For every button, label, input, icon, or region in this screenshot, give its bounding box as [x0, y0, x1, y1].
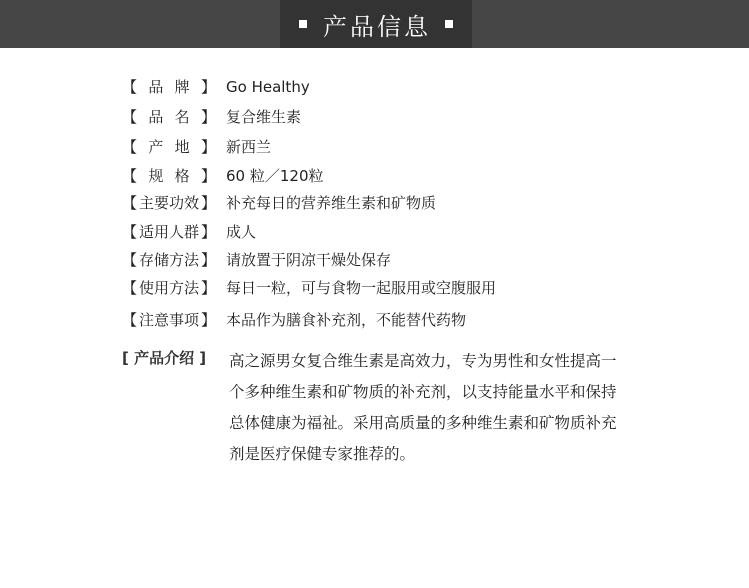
spec-label: 【 使用方法 】	[122, 279, 216, 297]
spec-value: 请放置于阴凉干燥处保存	[226, 251, 392, 269]
spec-value: Go Healthy	[226, 78, 310, 96]
page-title: 产品信息	[323, 12, 431, 41]
spec-value: 新西兰	[226, 138, 272, 156]
spec-label: 【 规 格 】	[122, 167, 216, 185]
spec-value: 补充每日的营养维生素和矿物质	[226, 194, 437, 212]
spec-value: 复合维生素	[226, 108, 302, 126]
spec-label: 【 品 名 】	[122, 108, 216, 126]
spec-row-brand	[122, 77, 310, 97]
spec-row-audience	[122, 222, 256, 242]
spec-label: 【 存储方法 】	[122, 251, 216, 269]
intro-text: 高之源男女复合维生素是高效力，专为男性和女性提高一个多种维生素和矿物质的补充剂，以支持能量水平和保持总体健康为福祉。采用高质量的多种维生素和矿物质补充剂是医疗保健专家推荐的。	[229, 352, 617, 463]
spec-value: 每日一粒，可与食物一起服用或空腹服用	[226, 279, 497, 297]
spec-value: 成人	[226, 223, 257, 241]
square-bullet-icon	[299, 20, 307, 28]
spec-row-effect	[122, 193, 436, 213]
spec-label: 【 品 牌 】	[122, 78, 216, 96]
spec-label: 【 适用人群 】	[122, 223, 216, 241]
spec-row-origin	[122, 137, 271, 157]
spec-row-name	[122, 107, 301, 127]
spec-label: 【 主要功效 】	[122, 194, 216, 212]
spec-row-usage	[122, 278, 496, 298]
spec-row-storage	[122, 250, 391, 270]
header-tab	[280, 0, 472, 48]
spec-row-size	[122, 166, 324, 186]
intro-label: [ 产品介绍 ]	[122, 349, 207, 367]
header-bar	[0, 0, 749, 48]
spec-value: 60 粒／120粒	[226, 167, 324, 185]
spec-row-caution	[122, 310, 466, 330]
spec-label: 【 注意事项 】	[122, 311, 216, 329]
spec-label: 【 产 地 】	[122, 138, 216, 156]
square-bullet-icon	[445, 20, 453, 28]
spec-value: 本品作为膳食补充剂，不能替代药物	[226, 311, 467, 329]
